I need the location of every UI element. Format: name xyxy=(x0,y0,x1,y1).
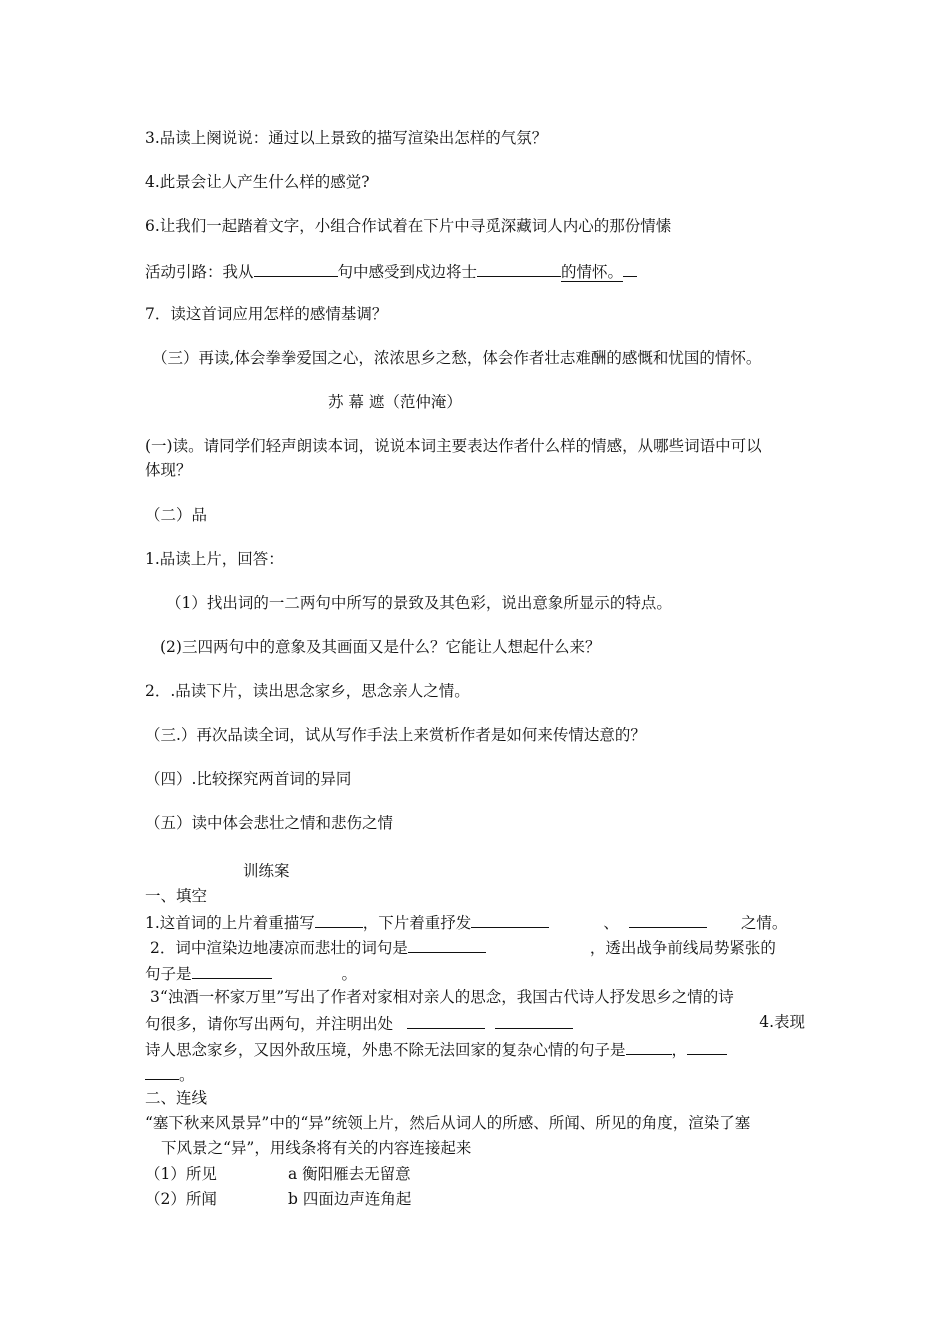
fill-2-blank-1[interactable] xyxy=(408,936,486,953)
fill-4-blank-3[interactable] xyxy=(145,1063,179,1080)
match-2-left[interactable]: （2）所闻 xyxy=(145,1190,217,1208)
question-4: 4.此景会让人产生什么样的感觉? xyxy=(145,173,370,191)
fill-3-text-b: 句很多，请你写出两句，并注明出处 xyxy=(145,1015,394,1033)
fill-2-text-d: 。 xyxy=(341,965,358,983)
fourth-heading: （四）.比较探究两首词的异同 xyxy=(145,770,352,788)
lower-part-heading: 2．.品读下片，读出思念家乡，思念亲人之情。 xyxy=(145,682,470,700)
fill-4-end: 。 xyxy=(179,1066,195,1084)
match-2-right[interactable]: b 四面边声连角起 xyxy=(288,1190,412,1208)
upper-part-question-1: （1）找出词的一二两句中所写的景致及其色彩，说出意象所显示的特点。 xyxy=(166,594,672,612)
fill-question-4-line-2 xyxy=(145,1063,195,1085)
fill-question-3-line-1: 3“浊酒一杯家万里”写出了作者对家相对亲人的思念，我国古代诗人抒发思乡之情的诗 xyxy=(150,988,734,1006)
fill-question-2-line-1 xyxy=(150,936,776,958)
fill-1-blank-2[interactable] xyxy=(471,911,549,928)
fill-question-1 xyxy=(145,911,787,933)
match-1-right[interactable]: a 衡阳雁去无留意 xyxy=(288,1165,411,1183)
fill-question-2-line-2 xyxy=(145,962,357,984)
fill-4-blank-1[interactable] xyxy=(626,1038,672,1055)
question-7: 7．读这首词应用怎样的感情基调？ xyxy=(145,305,388,323)
training-title: 训练案 xyxy=(243,862,290,880)
third-read-heading: （三.）再次品读全词，试从写作手法上来赏析作者是如何来传情达意的？ xyxy=(145,726,646,744)
question-3: 3.品读上阕说说：通过以上景致的描写渲染出怎样的气氛？ xyxy=(145,129,548,147)
fill-2-text-c: 句子是 xyxy=(145,965,192,983)
activity-blank-1[interactable] xyxy=(254,260,338,277)
fill-4-text-a: 4.表现 xyxy=(759,1013,805,1031)
pin-heading: （二）品 xyxy=(145,506,208,524)
fill-4-blank-2[interactable] xyxy=(687,1038,727,1055)
fill-question-3-line-2 xyxy=(145,1012,805,1034)
match-row-1 xyxy=(145,1164,411,1184)
activity-text-c: 的情怀。 xyxy=(561,263,624,281)
fill-3-blank-2[interactable] xyxy=(495,1012,573,1029)
fill-question-4-line-1 xyxy=(145,1038,727,1060)
fill-2-text-b: ，透出战争前线局势紧张的 xyxy=(589,939,776,957)
activity-text-a: 活动引路：我从 xyxy=(145,263,254,281)
fill-1-text-a: 1.这首词的上片着重描写 xyxy=(145,914,315,932)
fill-1-blank-3[interactable] xyxy=(629,911,707,928)
read-section-line-1: (一)读。请同学们轻声朗读本词，说说本词主要表达作者什么样的情感，从哪些词语中可以 xyxy=(145,437,762,455)
fill-1-text-c: 、 xyxy=(603,914,619,932)
upper-part-question-2: (2)三四两句中的意象及其画面又是什么？它能让人想起什么来？ xyxy=(160,638,601,656)
fill-title: 一、填空 xyxy=(145,887,208,905)
match-1-left[interactable]: （1）所见 xyxy=(145,1165,217,1183)
fill-4-comma: ， xyxy=(671,1041,688,1059)
fill-3-blank-1[interactable] xyxy=(407,1012,485,1029)
upper-part-heading: 1.品读上片，回答： xyxy=(145,550,284,568)
question-6: 6.让我们一起踏着文字，小组合作试着在下片中寻觅深藏词人内心的那份情愫 xyxy=(145,217,672,235)
activity-guide xyxy=(145,260,637,282)
fill-1-blank-1[interactable] xyxy=(315,911,363,928)
link-instruction-line-1: “塞下秋来风景异”中的“异”统领上片，然后从词人的所感、所闻、所见的角度，渲染了塞 xyxy=(145,1114,751,1132)
fill-2-blank-2[interactable] xyxy=(192,962,272,979)
read-section-line-2: 体现？ xyxy=(145,461,192,479)
reread-heading: （三）再读,体会拳拳爱国之心，浓浓思乡之愁，体会作者壮志难酬的感慨和忧国的情怀。 xyxy=(152,349,762,367)
fifth-heading: （五）读中体会悲壮之情和悲伤之情 xyxy=(145,814,394,832)
activity-text-b: 句中感受到戍边将士 xyxy=(337,263,478,281)
fill-1-text-b: ，下片着重抒发 xyxy=(362,914,472,932)
activity-blank-2[interactable] xyxy=(477,260,561,277)
match-row-2 xyxy=(145,1189,411,1209)
link-title: 二、连线 xyxy=(145,1089,208,1107)
fill-1-text-d: 之情。 xyxy=(740,914,788,932)
fill-4-text-b: 诗人思念家乡，又因外敌压境，外患不除无法回家的复杂心情的句子是 xyxy=(145,1041,626,1059)
link-instruction-line-2: 下风景之“异”，用线条将有关的内容连接起来 xyxy=(161,1139,472,1157)
fill-2-text-a: 2．词中渲染边地凄凉而悲壮的词句是 xyxy=(150,939,408,957)
poem-title: 苏 幕 遮（范仲淹） xyxy=(328,393,462,411)
